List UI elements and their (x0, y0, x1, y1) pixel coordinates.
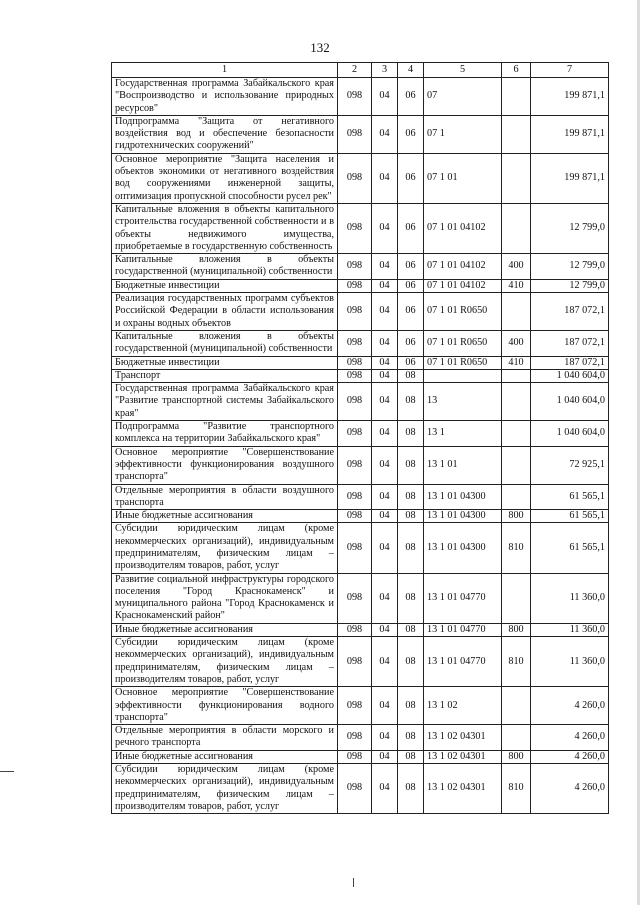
row-pr: 08 (398, 446, 424, 484)
row-rz: 04 (372, 510, 398, 523)
row-pr: 08 (398, 764, 424, 814)
scan-mark (0, 771, 14, 772)
table-row (112, 623, 609, 636)
row-csr: 07 1 01 04102 (424, 203, 502, 253)
row-sum: 12 799,0 (531, 279, 609, 292)
row-pr: 06 (398, 153, 424, 203)
row-vr (502, 725, 531, 751)
row-gr: 098 (338, 510, 372, 523)
row-rz: 04 (372, 203, 398, 253)
table-row (112, 383, 609, 421)
row-name: Субсидии юридическим лицам (кроме некоммерческих организаций), индивидуальным предпринимателям, физическим лицам – производителям товаров, работ, услуг (112, 637, 338, 687)
row-sum: 187 072,1 (531, 293, 609, 331)
row-pr: 06 (398, 279, 424, 292)
col-header-pr: 4 (398, 63, 424, 78)
row-pr: 06 (398, 115, 424, 153)
row-csr: 13 (424, 383, 502, 421)
row-vr (502, 687, 531, 725)
row-csr: 07 1 01 R0650 (424, 356, 502, 369)
row-sum: 4 260,0 (531, 687, 609, 725)
row-gr: 098 (338, 523, 372, 573)
row-pr: 06 (398, 203, 424, 253)
table-row (112, 115, 609, 153)
row-csr: 13 1 01 04770 (424, 573, 502, 623)
row-name: Государственная программа Забайкальского края "Развитие транспортной системы Забайкальского края" (112, 383, 338, 421)
row-vr: 800 (502, 510, 531, 523)
row-gr: 098 (338, 637, 372, 687)
row-sum: 4 260,0 (531, 764, 609, 814)
row-name: Основное мероприятие "Совершенствование эффективности функционирования водного транспорта" (112, 687, 338, 725)
row-rz: 04 (372, 750, 398, 763)
row-rz: 04 (372, 254, 398, 280)
row-rz: 04 (372, 369, 398, 382)
row-gr: 098 (338, 279, 372, 292)
row-csr: 13 1 02 04301 (424, 764, 502, 814)
row-rz: 04 (372, 446, 398, 484)
row-vr: 400 (502, 330, 531, 356)
row-pr: 08 (398, 510, 424, 523)
row-sum: 199 871,1 (531, 153, 609, 203)
row-name: Капитальные вложения в объекты капитального строительства государственной собственности и в объекты недвижимого имущества, приобретаемые в государственную собственность (112, 203, 338, 253)
row-csr: 13 1 01 (424, 446, 502, 484)
row-sum: 11 360,0 (531, 573, 609, 623)
row-rz: 04 (372, 78, 398, 116)
row-name: Субсидии юридическим лицам (кроме некоммерческих организаций), индивидуальным предпринимателям, физическим лицам – производителям товаров, работ, услуг (112, 523, 338, 573)
row-pr: 08 (398, 750, 424, 763)
row-vr: 410 (502, 356, 531, 369)
row-csr: 07 1 01 (424, 153, 502, 203)
row-sum: 199 871,1 (531, 78, 609, 116)
row-rz: 04 (372, 356, 398, 369)
row-gr: 098 (338, 750, 372, 763)
row-vr (502, 78, 531, 116)
row-gr: 098 (338, 484, 372, 510)
row-vr: 410 (502, 279, 531, 292)
row-pr: 06 (398, 356, 424, 369)
row-csr: 13 1 (424, 421, 502, 447)
row-sum: 11 360,0 (531, 637, 609, 687)
row-pr: 08 (398, 523, 424, 573)
row-sum: 187 072,1 (531, 356, 609, 369)
row-csr: 07 1 01 R0650 (424, 330, 502, 356)
row-sum: 4 260,0 (531, 750, 609, 763)
row-rz: 04 (372, 330, 398, 356)
row-name: Отдельные мероприятия в области воздушного транспорта (112, 484, 338, 510)
row-gr: 098 (338, 446, 372, 484)
row-csr: 13 1 01 04300 (424, 523, 502, 573)
row-name: Бюджетные инвестиции (112, 356, 338, 369)
table-row (112, 421, 609, 447)
row-csr: 13 1 01 04770 (424, 623, 502, 636)
row-name: Отдельные мероприятия в области морского и речного транспорта (112, 725, 338, 751)
row-gr: 098 (338, 203, 372, 253)
row-vr (502, 115, 531, 153)
row-gr: 098 (338, 369, 372, 382)
row-csr: 07 (424, 78, 502, 116)
table-row (112, 725, 609, 751)
row-name: Иные бюджетные ассигнования (112, 510, 338, 523)
table-row (112, 446, 609, 484)
row-sum: 4 260,0 (531, 725, 609, 751)
table-row (112, 510, 609, 523)
table-row (112, 153, 609, 203)
row-rz: 04 (372, 573, 398, 623)
row-name: Государственная программа Забайкальского края "Воспроизводство и использование природных ресурсов" (112, 78, 338, 116)
table-row (112, 279, 609, 292)
row-vr (502, 293, 531, 331)
row-pr: 08 (398, 623, 424, 636)
row-rz: 04 (372, 764, 398, 814)
table-row (112, 254, 609, 280)
row-gr: 098 (338, 153, 372, 203)
row-name: Подпрограмма "Защита от негативного воздействия вод и обеспечение безопасности гидротехнических сооружений" (112, 115, 338, 153)
row-csr: 07 1 (424, 115, 502, 153)
table-body (112, 78, 609, 814)
row-pr: 06 (398, 293, 424, 331)
row-sum: 1 040 604,0 (531, 421, 609, 447)
row-rz: 04 (372, 484, 398, 510)
row-vr: 810 (502, 637, 531, 687)
row-csr: 13 1 01 04770 (424, 637, 502, 687)
row-rz: 04 (372, 687, 398, 725)
header-row (112, 63, 609, 78)
table-row (112, 356, 609, 369)
row-pr: 08 (398, 421, 424, 447)
row-sum: 61 565,1 (531, 510, 609, 523)
col-header-rz: 3 (372, 63, 398, 78)
table-row (112, 203, 609, 253)
row-vr: 800 (502, 623, 531, 636)
row-rz: 04 (372, 279, 398, 292)
row-gr: 098 (338, 293, 372, 331)
row-rz: 04 (372, 293, 398, 331)
row-name: Транспорт (112, 369, 338, 382)
row-gr: 098 (338, 383, 372, 421)
col-header-sum: 7 (531, 63, 609, 78)
row-gr: 098 (338, 115, 372, 153)
row-vr (502, 484, 531, 510)
table-row (112, 293, 609, 331)
row-csr: 13 1 02 04301 (424, 750, 502, 763)
row-rz: 04 (372, 523, 398, 573)
row-vr: 800 (502, 750, 531, 763)
row-gr: 098 (338, 78, 372, 116)
row-name: Бюджетные инвестиции (112, 279, 338, 292)
row-pr: 08 (398, 383, 424, 421)
col-header-name: 1 (112, 63, 338, 78)
row-csr: 07 1 01 04102 (424, 254, 502, 280)
row-gr: 098 (338, 421, 372, 447)
table-row (112, 573, 609, 623)
table-row (112, 637, 609, 687)
row-rz: 04 (372, 725, 398, 751)
row-vr (502, 369, 531, 382)
row-vr (502, 153, 531, 203)
row-pr: 06 (398, 254, 424, 280)
row-gr: 098 (338, 254, 372, 280)
row-csr: 07 1 01 04102 (424, 279, 502, 292)
row-vr (502, 446, 531, 484)
table-row (112, 78, 609, 116)
table-row (112, 750, 609, 763)
row-pr: 08 (398, 637, 424, 687)
scan-mark (353, 878, 354, 887)
col-header-vr: 6 (502, 63, 531, 78)
row-gr: 098 (338, 573, 372, 623)
row-rz: 04 (372, 421, 398, 447)
row-sum: 12 799,0 (531, 254, 609, 280)
row-vr (502, 573, 531, 623)
row-pr: 08 (398, 573, 424, 623)
row-vr (502, 421, 531, 447)
row-sum: 187 072,1 (531, 330, 609, 356)
row-sum: 61 565,1 (531, 523, 609, 573)
row-sum: 1 040 604,0 (531, 383, 609, 421)
row-csr: 13 1 02 (424, 687, 502, 725)
row-name: Капитальные вложения в объекты государственной (муниципальной) собственности (112, 330, 338, 356)
row-sum: 61 565,1 (531, 484, 609, 510)
row-pr: 06 (398, 78, 424, 116)
row-name: Подпрограмма "Развитие транспортного комплекса на территории Забайкальского края" (112, 421, 338, 447)
row-name: Основное мероприятие "Совершенствование эффективности функционирования воздушного транспорта" (112, 446, 338, 484)
row-vr: 810 (502, 764, 531, 814)
row-vr: 810 (502, 523, 531, 573)
col-header-csr: 5 (424, 63, 502, 78)
row-sum: 11 360,0 (531, 623, 609, 636)
row-name: Развитие социальной инфраструктуры городского поселения "Город Краснокаменск" и муниципального района "Город Краснокаменск и Краснокаменский район" (112, 573, 338, 623)
row-pr: 08 (398, 687, 424, 725)
table-row (112, 523, 609, 573)
table-row (112, 484, 609, 510)
row-name: Основное мероприятие "Защита населения и объектов экономики от негативного воздействия вод сооружениями инженерной защиты, оптимизация пропускной способности русел рек" (112, 153, 338, 203)
row-gr: 098 (338, 764, 372, 814)
table-row (112, 369, 609, 382)
row-csr: 07 1 01 R0650 (424, 293, 502, 331)
row-rz: 04 (372, 153, 398, 203)
row-name: Иные бюджетные ассигнования (112, 623, 338, 636)
page-number: 132 (310, 40, 330, 55)
row-vr (502, 383, 531, 421)
row-name: Капитальные вложения в объекты государственной (муниципальной) собственности (112, 254, 338, 280)
row-sum: 72 925,1 (531, 446, 609, 484)
row-pr: 08 (398, 484, 424, 510)
row-gr: 098 (338, 623, 372, 636)
col-header-gr: 2 (338, 63, 372, 78)
table-row (112, 764, 609, 814)
row-name: Иные бюджетные ассигнования (112, 750, 338, 763)
budget-table (111, 62, 609, 814)
row-csr: 13 1 02 04301 (424, 725, 502, 751)
row-vr (502, 203, 531, 253)
row-gr: 098 (338, 330, 372, 356)
row-name: Субсидии юридическим лицам (кроме некоммерческих организаций), индивидуальным предпринимателям, физическим лицам – производителям товаров, работ, услуг (112, 764, 338, 814)
row-gr: 098 (338, 356, 372, 369)
row-rz: 04 (372, 115, 398, 153)
row-pr: 08 (398, 725, 424, 751)
row-rz: 04 (372, 623, 398, 636)
row-csr (424, 369, 502, 382)
row-csr: 13 1 01 04300 (424, 510, 502, 523)
table-row (112, 687, 609, 725)
row-sum: 12 799,0 (531, 203, 609, 253)
row-gr: 098 (338, 725, 372, 751)
row-pr: 08 (398, 369, 424, 382)
row-pr: 06 (398, 330, 424, 356)
row-rz: 04 (372, 637, 398, 687)
row-name: Реализация государственных программ субъектов Российской Федерации в области использования и охраны водных объектов (112, 293, 338, 331)
row-gr: 098 (338, 687, 372, 725)
row-vr: 400 (502, 254, 531, 280)
row-sum: 1 040 604,0 (531, 369, 609, 382)
row-sum: 199 871,1 (531, 115, 609, 153)
row-rz: 04 (372, 383, 398, 421)
table-row (112, 330, 609, 356)
row-csr: 13 1 01 04300 (424, 484, 502, 510)
